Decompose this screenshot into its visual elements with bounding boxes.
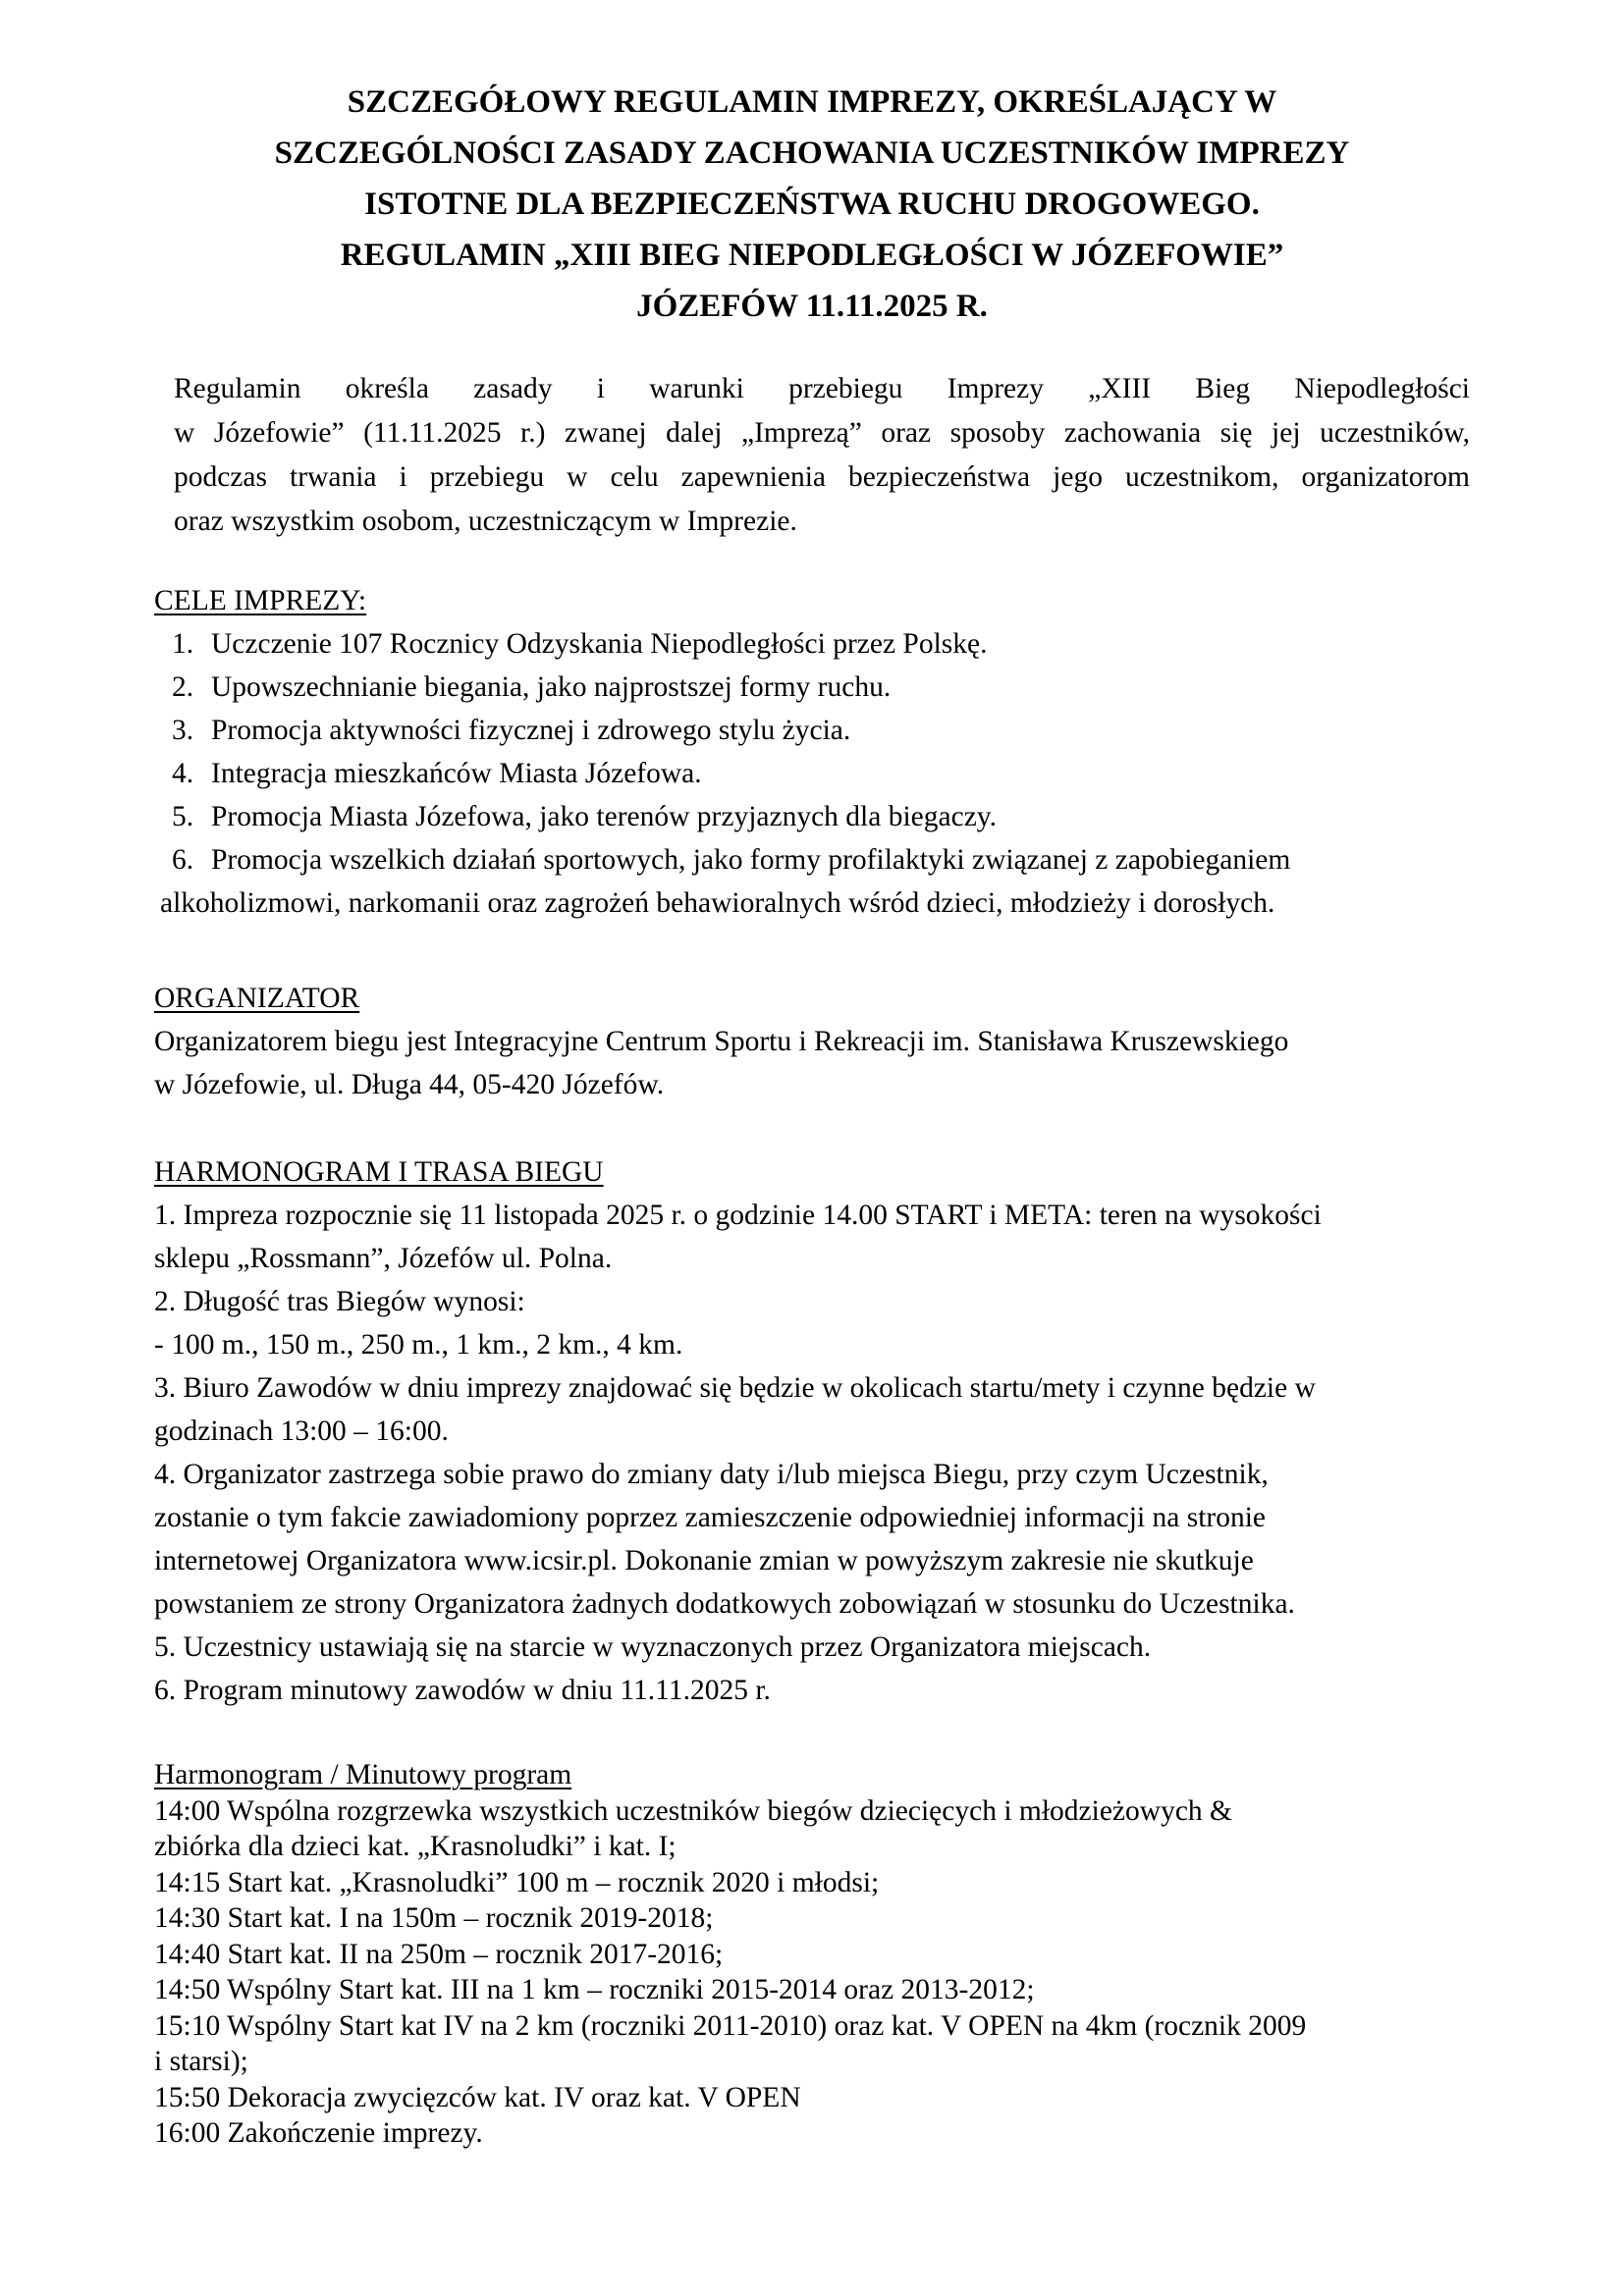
program-line: zbiórka dla dzieci kat. „Krasnoludki” i kat. I; [154, 1831, 677, 1862]
intro-line: w Józefowie” (11.11.2025 r.) zwanej dalej „Imprezą” oraz sposoby zachowania się jej uczestników, [174, 417, 1470, 449]
document-title [147, 77, 1477, 332]
goals-item-6-continuation: alkoholizmowi, narkomanii oraz zagrożeń behawioralnych wśród dzieci, młodzieży i dorosłych. [160, 887, 1275, 919]
intro-line: oraz wszystkim osobom, uczestniczącym w Imprezie. [174, 506, 797, 537]
program-heading: Harmonogram / Minutowy program [154, 1759, 572, 1790]
program-line: 14:30 Start kat. I na 150m – rocznik 2019-2018; [154, 1902, 714, 1934]
goals-heading: CELE IMPREZY: [154, 585, 367, 616]
schedule-line: 1. Impreza rozpocznie się 11 listopada 2025 r. o godzinie 14.00 START i META: teren na wysokości [154, 1200, 1322, 1231]
title-line-4: REGULAMIN „XIII BIEG NIEPODLEGŁOŚCI W JÓZEFOWIE” [340, 238, 1284, 273]
organizer-line: Organizatorem biegu jest Integracyjne Centrum Sportu i Rekreacji im. Stanisława Kruszewskiego [154, 1026, 1289, 1057]
schedule-section [154, 1150, 1480, 1712]
title-line-2: SZCZEGÓLNOŚCI ZASADY ZACHOWANIA UCZESTNIKÓW IMPREZY [274, 135, 1350, 171]
schedule-line: zostanie o tym fakcie zawiadomiony poprzez zamieszczenie odpowiedniej informacji na stronie [154, 1502, 1267, 1533]
organizer-section [154, 977, 1480, 1106]
organizer-line: w Józefowie, ul. Długa 44, 05-420 Józefów. [154, 1069, 665, 1100]
organizer-heading: ORGANIZATOR [154, 983, 360, 1014]
program-line: 14:40 Start kat. II na 250m – rocznik 2017-2016; [154, 1938, 724, 1970]
title-line-1: SZCZEGÓŁOWY REGULAMIN IMPREZY, OKREŚLAJĄCY W [347, 84, 1277, 120]
title-line-5: JÓZEFÓW 11.11.2025 R. [636, 289, 988, 324]
list-item: 5. Promocja Miasta Józefowa, jako terenów przyjaznych dla biegaczy. [172, 801, 998, 832]
program-line: 15:50 Dekoracja zwycięzców kat. IV oraz kat. V OPEN [154, 2081, 801, 2113]
program-line: 16:00 Zakończenie imprezy. [154, 2117, 483, 2149]
schedule-line: 5. Uczestnicy ustawiają się na starcie w wyznaczonych przez Organizatora miejscach. [154, 1631, 1152, 1663]
program-line: 14:50 Wspólny Start kat. III na 1 km – roczniki 2015-2014 oraz 2013-2012; [154, 1974, 1035, 2005]
list-item: 1. Uczczenie 107 Rocznicy Odzyskania Niepodległości przez Polskę. [172, 628, 988, 660]
intro-paragraph [174, 367, 1470, 544]
schedule-line: 3. Biuro Zawodów w dniu imprezy znajdować się będzie w okolicach startu/mety i czynne będzie w [154, 1372, 1316, 1404]
program-line: 14:15 Start kat. „Krasnoludki” 100 m – rocznik 2020 i młodsi; [154, 1866, 880, 1898]
intro-line: podczas trwania i przebiegu w celu zapewnienia bezpieczeństwa jego uczestnikom, organizatorom [174, 461, 1470, 493]
schedule-line: sklepu „Rossmann”, Józefów ul. Polna. [154, 1243, 613, 1274]
program-line: 15:10 Wspólny Start kat IV na 2 km (roczniki 2011-2010) oraz kat. V OPEN na 4km (rocznik 2009 [154, 2009, 1307, 2042]
program-section [154, 1757, 1480, 2152]
schedule-line: 6. Program minutowy zawodów w dniu 11.11.2025 r. [154, 1675, 771, 1706]
program-line: 14:00 Wspólna rozgrzewka wszystkich uczestników biegów dziecięcych i młodzieżowych & [154, 1794, 1232, 1827]
list-item: 2. Upowszechnianie biegania, jako najprostszej formy ruchu. [172, 671, 892, 703]
intro-line: Regulamin określa zasady i warunki przebiegu Imprezy „XIII Bieg Niepodległości [174, 373, 1470, 404]
list-item: 4. Integracja mieszkańców Miasta Józefowa. [172, 758, 702, 789]
schedule-line: godzinach 13:00 – 16:00. [154, 1415, 449, 1447]
title-line-3: ISTOTNE DLA BEZPIECZEŃSTWA RUCHU DROGOWEGO. [364, 187, 1260, 222]
goals-section [154, 579, 1480, 925]
schedule-line: powstaniem ze strony Organizatora żadnych dodatkowych zobowiązań w stosunku do Uczestnika. [154, 1588, 1295, 1620]
schedule-heading: HARMONOGRAM I TRASA BIEGU [154, 1156, 604, 1188]
list-item: 3. Promocja aktywności fizycznej i zdrowego stylu życia. [172, 715, 851, 746]
schedule-line: internetowej Organizatora www.icsir.pl. Dokonanie zmian w powyższym zakresie nie skutkuje [154, 1545, 1254, 1576]
schedule-line: 4. Organizator zastrzega sobie prawo do zmiany daty i/lub miejsca Biegu, przy czym Uczestnik, [154, 1459, 1269, 1490]
list-item: 6. Promocja wszelkich działań sportowych, jako formy profilaktyki związanej z zapobieganiem [172, 844, 1291, 876]
schedule-line: 2. Długość tras Biegów wynosi: [154, 1286, 525, 1317]
goals-list [154, 622, 1480, 881]
program-line: i starsi); [154, 2046, 248, 2077]
schedule-line: - 100 m., 150 m., 250 m., 1 km., 2 km., 4 km. [154, 1329, 683, 1361]
